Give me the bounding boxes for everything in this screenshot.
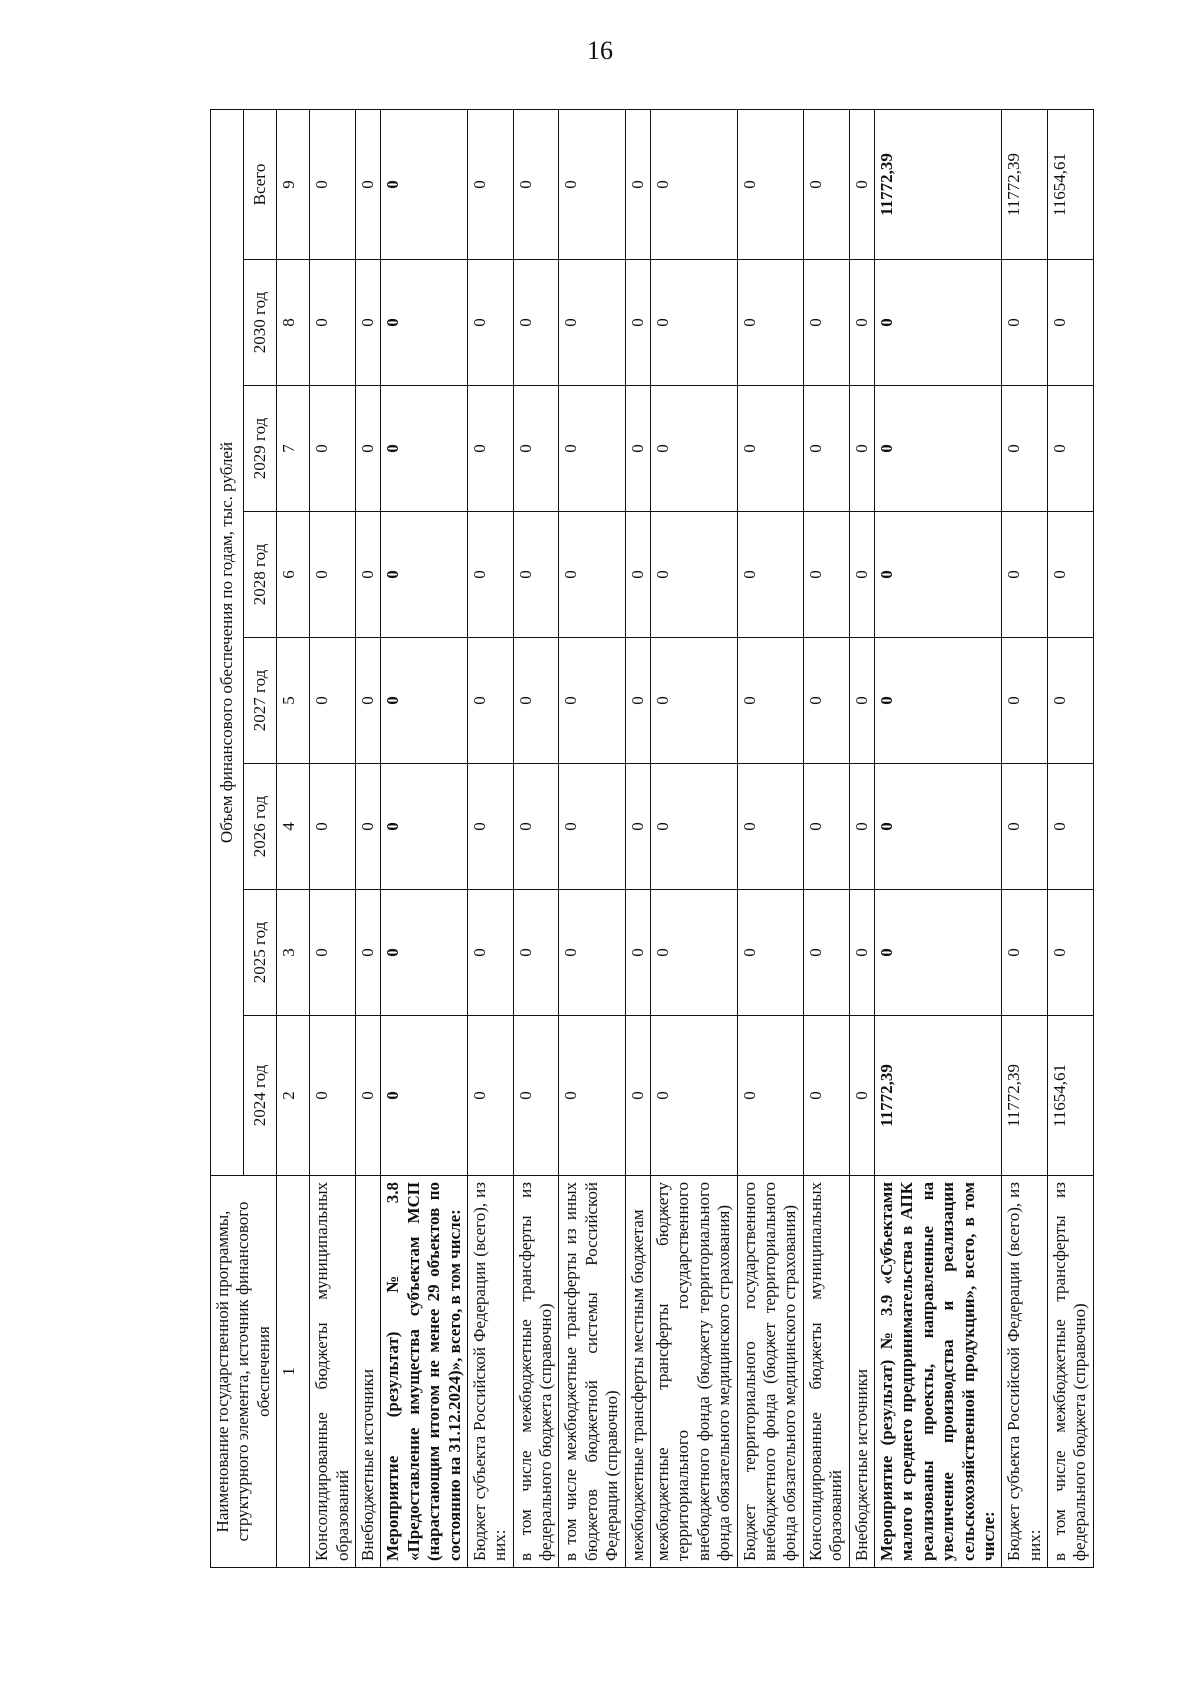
row-name-cell: в том числе межбюджетные трансферты из иных бюджетов бюджетной системы Российской Федерации (справочно) [559,1176,625,1568]
year-value-cell: 0 [381,386,468,512]
year-value-cell: 0 [559,260,625,386]
year-value-cell: 0 [513,890,559,1016]
row-name-cell: Консолидированные бюджеты муниципальных образований [803,1176,849,1568]
total-cell: 0 [625,109,650,259]
year-value-cell: 0 [737,764,803,890]
total-cell: 0 [467,109,513,259]
year-value-cell: 0 [355,260,380,386]
table-row [803,109,849,1567]
table-row [310,109,356,1567]
year-header: 2027 год [244,638,277,764]
year-value-cell: 0 [625,386,650,512]
year-value-cell: 0 [559,890,625,1016]
year-header: 2029 год [244,386,277,512]
row-name-cell: Внебюджетные источники [355,1176,380,1568]
year-value-cell: 0 [874,512,1001,638]
table-row [355,109,380,1567]
row-name-cell: в том числе межбюджетные трансферты из федерального бюджета (справочно) [1048,1176,1094,1568]
year-value-cell: 0 [1002,260,1048,386]
column-index: 5 [277,638,310,764]
year-value-cell: 0 [803,386,849,512]
financing-table [210,109,1094,1568]
year-value-cell: 0 [1048,386,1094,512]
name-column-header: Наименование государственной программы, структурного элемента, источник финансового обеспечения [211,1176,277,1568]
table-row [1002,109,1048,1567]
year-value-cell: 0 [1048,764,1094,890]
year-header: 2028 год [244,512,277,638]
year-header: 2026 год [244,764,277,890]
year-value-cell: 0 [651,260,738,386]
table-row [737,109,803,1567]
row-name-cell: в том числе межбюджетные трансферты из федерального бюджета (справочно) [513,1176,559,1568]
year-value-cell: 0 [803,1016,849,1176]
year-value-cell: 0 [849,512,874,638]
year-value-cell: 0 [355,386,380,512]
total-cell: 0 [803,109,849,259]
year-value-cell: 0 [355,764,380,890]
row-name-cell: межбюджетные трансферты местным бюджетам [625,1176,650,1568]
total-cell: 0 [559,109,625,259]
total-cell: 11654,61 [1048,109,1094,259]
column-index-row [277,109,310,1567]
page-number: 16 [587,36,613,65]
year-value-cell: 0 [559,638,625,764]
column-index: 1 [277,1176,310,1568]
year-value-cell: 0 [737,1016,803,1176]
year-value-cell: 0 [1002,764,1048,890]
total-header: Всего [244,109,277,259]
year-value-cell: 0 [737,386,803,512]
year-value-cell: 0 [849,260,874,386]
year-value-cell: 0 [849,764,874,890]
year-value-cell: 0 [803,890,849,1016]
year-value-cell: 0 [625,260,650,386]
year-value-cell: 0 [559,512,625,638]
year-value-cell: 0 [559,764,625,890]
total-cell: 0 [849,109,874,259]
column-index: 4 [277,764,310,890]
year-value-cell: 0 [625,638,650,764]
year-value-cell: 0 [803,764,849,890]
year-value-cell: 0 [874,260,1001,386]
table-row [1048,109,1094,1567]
year-value-cell: 0 [803,638,849,764]
year-value-cell: 0 [381,638,468,764]
year-value-cell: 0 [803,260,849,386]
year-value-cell: 0 [467,386,513,512]
row-name-cell: Внебюджетные источники [849,1176,874,1568]
year-header: 2030 год [244,260,277,386]
year-value-cell: 0 [1048,260,1094,386]
year-value-cell: 0 [559,1016,625,1176]
table-row [874,109,1001,1567]
year-value-cell: 0 [625,1016,650,1176]
table-row [651,109,738,1567]
total-cell: 11772,39 [1002,109,1048,259]
year-value-cell: 0 [651,638,738,764]
year-value-cell: 0 [513,260,559,386]
year-value-cell: 0 [651,1016,738,1176]
year-value-cell: 0 [467,260,513,386]
year-value-cell: 0 [874,764,1001,890]
year-value-cell: 0 [1048,890,1094,1016]
year-value-cell: 0 [849,638,874,764]
year-header: 2024 год [244,1016,277,1176]
column-index: 7 [277,386,310,512]
year-value-cell: 0 [1048,638,1094,764]
total-cell: 11772,39 [874,109,1001,259]
row-name-cell: Бюджет субъекта Российской Федерации (всего), из них: [467,1176,513,1568]
year-value-cell: 0 [513,512,559,638]
year-value-cell: 0 [310,386,356,512]
year-value-cell: 0 [467,890,513,1016]
year-value-cell: 0 [1002,638,1048,764]
table-row [849,109,874,1567]
year-value-cell: 0 [1002,386,1048,512]
year-value-cell: 0 [467,512,513,638]
column-index: 6 [277,512,310,638]
table-row [513,109,559,1567]
year-value-cell: 0 [355,1016,380,1176]
year-value-cell: 0 [737,890,803,1016]
year-value-cell: 11654,61 [1048,1016,1094,1176]
row-name-cell: межбюджетные трансферты бюджету территориального государственного внебюджетного фонда (бюджету территориального фонда обязательного медицинского страхования) [651,1176,738,1568]
table-row [467,109,513,1567]
year-value-cell: 0 [625,512,650,638]
row-name-cell: Мероприятие (результат) № 3.9 «Субъектами малого и среднего предпринимательства в АПК реализованы проекты, направленные на увеличение производства и реализации сельскохозяйственной продукции», всего, в том числе: [874,1176,1001,1568]
column-index: 8 [277,260,310,386]
year-value-cell: 0 [651,386,738,512]
year-value-cell: 0 [1002,890,1048,1016]
total-cell: 0 [310,109,356,259]
year-value-cell: 0 [1002,512,1048,638]
table-row [625,109,650,1567]
year-value-cell: 0 [381,260,468,386]
year-value-cell: 0 [381,1016,468,1176]
year-value-cell: 0 [849,1016,874,1176]
table-row [559,109,625,1567]
total-cell: 0 [737,109,803,259]
year-value-cell: 0 [513,638,559,764]
total-cell: 0 [355,109,380,259]
year-value-cell: 0 [625,764,650,890]
row-name-cell: Бюджет территориального государственного внебюджетного фонда (бюджет территориального фонда обязательного медицинского страхования) [737,1176,803,1568]
year-value-cell: 11772,39 [874,1016,1001,1176]
year-value-cell: 0 [310,638,356,764]
row-name-cell: Мероприятие (результат) № 3.8 «Предоставление имущества субъектам МСП (нарастающим итогом не менее 29 объектов по состоянию на 31.12.2024)», всего, в том числе: [381,1176,468,1568]
year-value-cell: 0 [310,764,356,890]
year-value-cell: 0 [803,512,849,638]
rotated-table-container [210,110,1090,1568]
year-value-cell: 0 [310,1016,356,1176]
year-value-cell: 0 [874,638,1001,764]
column-index: 9 [277,109,310,259]
total-cell: 0 [381,109,468,259]
year-value-cell: 0 [849,890,874,1016]
year-value-cell: 0 [737,512,803,638]
financing-group-header: Объем финансового обеспечения по годам, тыс. рублей [211,109,244,1175]
year-value-cell: 0 [381,890,468,1016]
table-row [381,109,468,1567]
year-value-cell: 0 [310,260,356,386]
year-value-cell: 0 [381,764,468,890]
row-name-cell: Бюджет субъекта Российской Федерации (всего), из них: [1002,1176,1048,1568]
table-header [211,109,310,1567]
year-value-cell: 0 [849,386,874,512]
year-value-cell: 0 [559,386,625,512]
year-value-cell: 0 [1048,512,1094,638]
year-value-cell: 0 [874,386,1001,512]
total-cell: 0 [513,109,559,259]
year-value-cell: 0 [513,764,559,890]
year-value-cell: 0 [651,764,738,890]
year-value-cell: 0 [310,890,356,1016]
table-body [310,109,1094,1567]
year-header: 2025 год [244,890,277,1016]
year-value-cell: 0 [467,1016,513,1176]
column-index: 3 [277,890,310,1016]
column-index: 2 [277,1016,310,1176]
year-value-cell: 0 [310,512,356,638]
year-value-cell: 0 [874,890,1001,1016]
year-value-cell: 0 [737,638,803,764]
year-value-cell: 0 [355,512,380,638]
year-value-cell: 0 [467,638,513,764]
year-value-cell: 0 [381,512,468,638]
year-value-cell: 11772,39 [1002,1016,1048,1176]
year-value-cell: 0 [651,890,738,1016]
year-value-cell: 0 [651,512,738,638]
row-name-cell: Консолидированные бюджеты муниципальных образований [310,1176,356,1568]
total-cell: 0 [651,109,738,259]
year-value-cell: 0 [737,260,803,386]
year-value-cell: 0 [355,890,380,1016]
year-value-cell: 0 [625,890,650,1016]
year-value-cell: 0 [513,1016,559,1176]
year-value-cell: 0 [355,638,380,764]
year-value-cell: 0 [513,386,559,512]
year-value-cell: 0 [467,764,513,890]
